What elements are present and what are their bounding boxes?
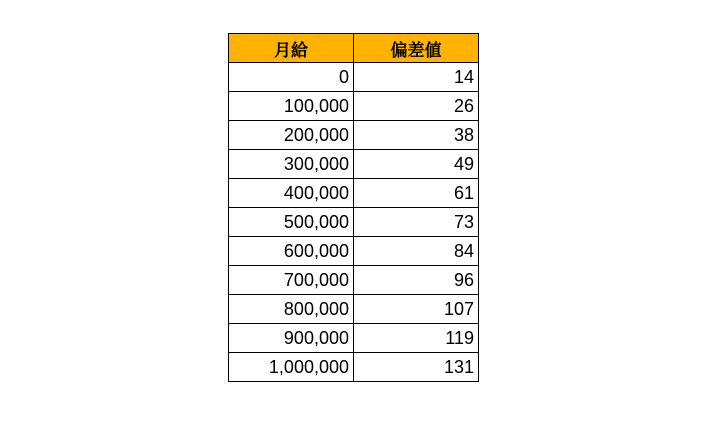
table-row [229,295,479,324]
cell-salary: 0 [229,63,354,92]
cell-salary: 300,000 [229,150,354,179]
table-row [229,63,479,92]
cell-salary: 900,000 [229,324,354,353]
table-row [229,179,479,208]
cell-salary: 500,000 [229,208,354,237]
cell-salary: 400,000 [229,179,354,208]
cell-deviation: 61 [354,179,479,208]
table-header-row [229,34,479,63]
table-row [229,266,479,295]
table-row [229,150,479,179]
cell-deviation: 96 [354,266,479,295]
cell-deviation: 84 [354,237,479,266]
cell-deviation: 107 [354,295,479,324]
cell-salary: 200,000 [229,121,354,150]
cell-salary: 1,000,000 [229,353,354,382]
cell-deviation: 131 [354,353,479,382]
cell-salary: 700,000 [229,266,354,295]
header-monthly-salary: 月給 [229,34,354,63]
cell-deviation: 38 [354,121,479,150]
table-row [229,237,479,266]
salary-deviation-table [228,33,479,382]
cell-salary: 800,000 [229,295,354,324]
cell-salary: 100,000 [229,92,354,121]
cell-deviation: 119 [354,324,479,353]
cell-salary: 600,000 [229,237,354,266]
cell-deviation: 14 [354,63,479,92]
table-row [229,208,479,237]
cell-deviation: 49 [354,150,479,179]
cell-deviation: 73 [354,208,479,237]
table-row [229,121,479,150]
table-row [229,324,479,353]
cell-deviation: 26 [354,92,479,121]
header-deviation-value: 偏差値 [354,34,479,63]
table-row [229,353,479,382]
table-row [229,92,479,121]
